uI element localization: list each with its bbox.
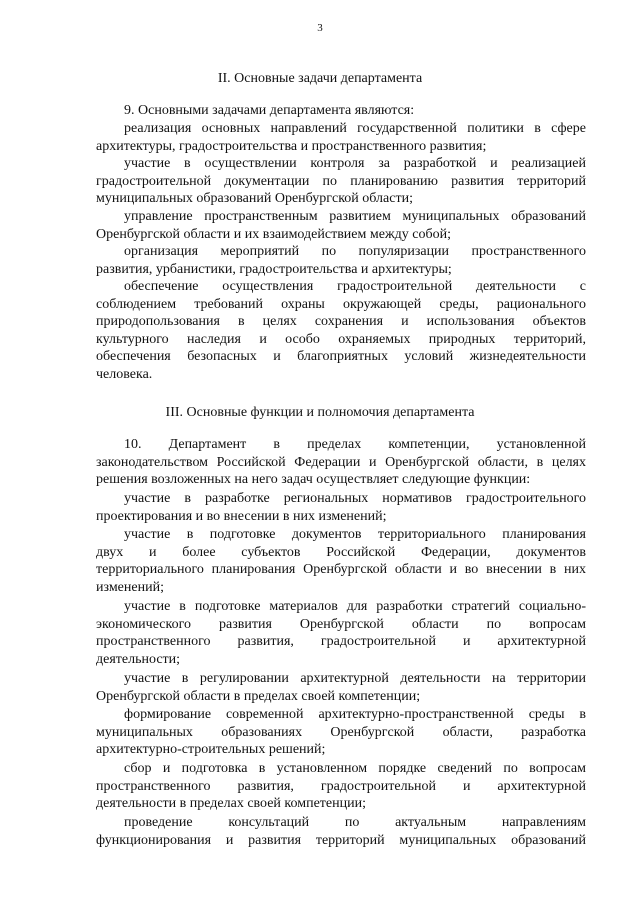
text-line: участие в осуществлении контроля за разработкой и реализацией <box>124 156 586 171</box>
text-line: архитектуры, градостроительства и пространственного развития; <box>96 138 487 154</box>
text-line: муниципальных образований Оренбургской области; <box>96 191 413 207</box>
text-line: градостроительной документации по планированию развития территорий <box>96 173 586 189</box>
paragraph-item-10 <box>96 436 586 489</box>
text-line: культурного наследия и особо охраняемых природных территорий, <box>96 331 586 347</box>
task-item <box>96 208 586 243</box>
text-line: Оренбургской области в пределах своей компетенции; <box>96 688 421 704</box>
text-line: деятельности; <box>96 651 181 667</box>
text-line: обеспечения безопасных и благоприятных условий жизнедеятельности <box>96 349 586 365</box>
section-heading-3: III. Основные функции и полномочия департамента <box>165 405 475 420</box>
function-item <box>96 490 586 525</box>
task-item <box>96 120 586 155</box>
text-line: муниципальных образованиях Оренбургской области, разработка <box>96 724 586 740</box>
text-line: участие в подготовке материалов для разработки стратегий социально- <box>124 599 586 614</box>
text-line: архитектурно-строительных решений; <box>96 742 326 758</box>
text-line: экономического развития Оренбургской области по вопросам <box>96 616 586 632</box>
text-line: Оренбургской области и их взаимодействием между собой; <box>96 226 451 242</box>
function-item <box>96 814 586 849</box>
task-item <box>96 278 586 384</box>
text-line: проведение консультаций по актуальным направлениям <box>124 815 586 830</box>
text-line: участие в регулировании архитектурной деятельности на территории <box>124 671 586 686</box>
text-line: 9. Основными задачами департамента являются: <box>124 103 415 118</box>
text-line: изменений; <box>96 579 164 595</box>
paragraph-item-9 <box>96 102 586 120</box>
text-line: проектирования и во внесении в них изменений; <box>96 508 387 524</box>
task-item <box>96 243 586 278</box>
text-line: двух и более субъектов Российской Федерации, документов <box>96 544 586 560</box>
text-line: территориального планирования Оренбургской области и во внесении в них <box>96 562 586 578</box>
text-line: реализация основных направлений государственной политики в сфере <box>124 121 586 136</box>
text-line: соблюдением требований охраны окружающей среды, рационального <box>96 296 586 312</box>
function-item <box>96 598 586 668</box>
text-line: организация мероприятий по популяризации пространственного <box>124 244 586 259</box>
text-line: обеспечение осуществления градостроительной деятельности с <box>124 279 586 294</box>
text-line: сбор и подготовка в установленном порядке сведений по вопросам <box>124 761 586 776</box>
function-item <box>96 670 586 705</box>
function-item <box>96 706 586 759</box>
text-line: формирование современной архитектурно-пространственной среды в <box>124 707 586 722</box>
text-line: пространственного развития, градостроительной и архитектурной <box>96 634 586 650</box>
function-item <box>96 760 586 813</box>
text-line: 10. Департамент в пределах компетенции, установленной <box>124 437 586 452</box>
text-line: законодательством Российской Федерации и Оренбургской области, в целях <box>96 454 586 470</box>
text-line: управление пространственным развитием муниципальных образований <box>124 209 586 224</box>
function-item <box>96 526 586 596</box>
text-line: развития, урбанистики, градостроительства и архитектуры; <box>96 261 452 277</box>
text-line: человека. <box>96 366 153 382</box>
page-number: 3 <box>317 22 323 34</box>
text-line: решения возложенных на него задач осуществляет следующие функции: <box>96 472 531 488</box>
text-line: природопользования в целях сохранения и использования объектов <box>96 314 586 330</box>
text-line: пространственного развития, градостроительной и архитектурной <box>96 778 586 794</box>
text-line: функционирования и развития территорий муниципальных образований <box>96 832 586 848</box>
text-line: участие в подготовке документов территориального планирования <box>124 527 586 542</box>
text-line: участие в разработке региональных нормативов градостроительного <box>124 491 586 506</box>
section-heading-2: II. Основные задачи департамента <box>217 71 423 86</box>
task-item <box>96 155 586 208</box>
text-line: деятельности в пределах своей компетенции; <box>96 796 366 812</box>
